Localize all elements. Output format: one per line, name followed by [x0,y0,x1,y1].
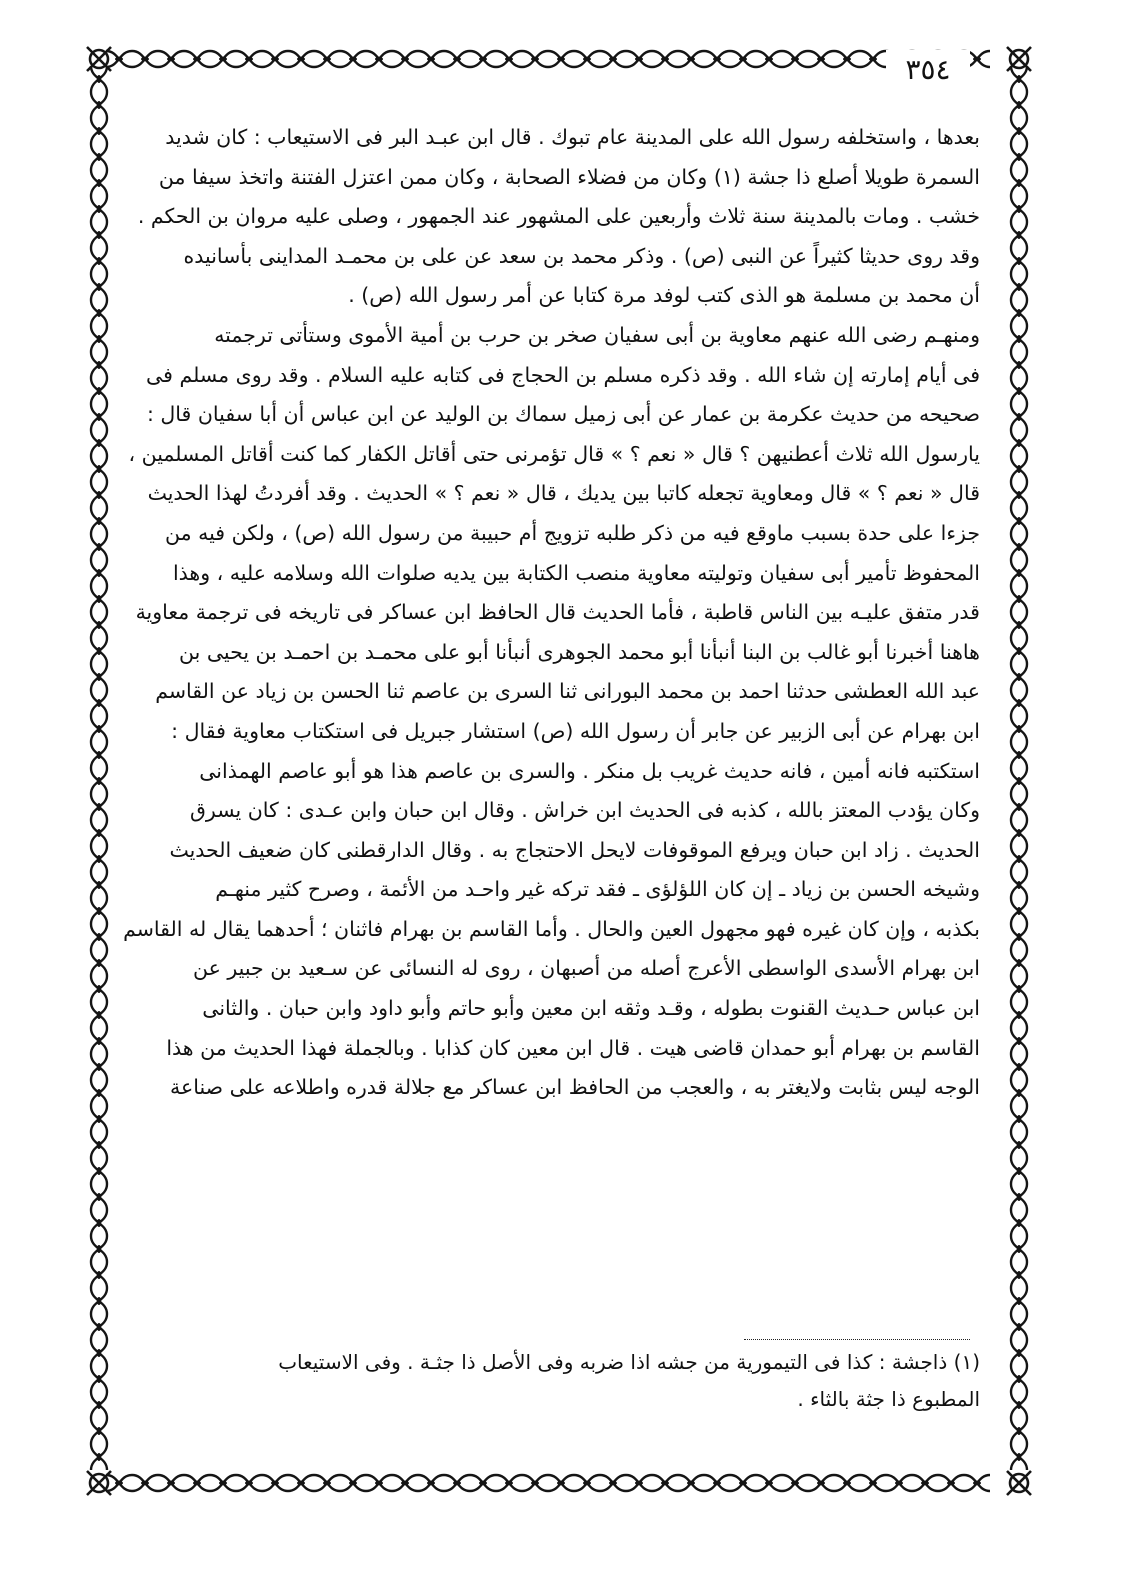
footnote-line: (١) ذاجشة : كذا فى التيمورية من جشه اذا ضربه وفى الأصل ذا جثـة . وفى الاستيعاب [278,1350,980,1374]
text-line: فى أيام إمارته إن شاء الله . وقد ذكره مسلم بن الحجاج فى كتابه عليه السلام . وقد روى مسلم فى [146,362,980,387]
text-line: الوجه ليس بثابت ولايغتر به ، والعجب من الحافظ ابن عساكر مع جلالة قدره واطلاعه على صناعة [170,1075,980,1100]
footnote-divider [744,1339,970,1340]
text-line: ومنهـم رضى الله عنهم معاوية بن أبى سفيان صخر بن حرب بن أمية الأموى وستأتى ترجمته [214,322,980,347]
text-line: ابن عباس حـديث القنوت بطوله ، وقـد وثقه ابن معين وأبو حاتم وأبو داود وابن حبان . والثانى [202,996,980,1021]
text-line: عبد الله العطشى حدثنا احمد بن محمد البورانى ثنا السرى بن عاصم ثنا الحسن بن زياد عن القاسم [155,679,980,704]
text-line: ابن بهرام عن أبى الزبير عن جابر أن رسول الله (ص) استشار جبريل فى استكتاب معاوية فقال : [171,718,980,743]
text-line: صحيحه من حديث عكرمة بن عمار عن أبى زميل سماك بن الوليد عن ابن عباس أن أبا سفيان قال : [146,402,980,427]
text-line: وكان يؤدب المعتز بالله ، كذبه فى الحديث ابن خراش . وقال ابن حبان وابن عـدى : كان يسرق [190,798,980,823]
main-text [123,118,980,1108]
text-line: وشيخه الحسن بن زياد ـ إن كان اللؤلؤى ـ فقد تركه غير واحـد من الأئمة ، وصرح كثير منهـم [215,877,980,902]
text-line: قدر متفق عليـه بين الناس قاطبة ، فأما الحديث قال الحافظ ابن عساكر فى تاريخه فى ترجمة معاوية [135,600,980,625]
text-line: يارسول الله ثلاث أعطنيهن ؟ قال « نعم ؟ » قال تؤمرنى حتى أقاتل الكفار كما كنت أقاتل المسلمين ، [128,441,980,466]
text-line: السمرة طويلا أصلع ذا جشة (١) وكان من فضلاء الصحابة ، وكان ممن اعتزل الفتنة واتخذ سيفا من [158,164,980,189]
text-line: المحفوظ تأمير أبى سفيان وتوليته معاوية منصب الكتابة بين يديه صلوات الله وسلامه عليه ، وهذا [172,560,980,585]
text-line: استكتبه فانه أمين ، فانه حديث غريب بل منكر . والسرى بن عاصم هذا هو أبو عاصم الهمذانى [199,758,980,783]
text-line: قال « نعم ؟ » قال ومعاوية تجعله كاتبا بين يديك ، قال « نعم ؟ » الحديث . وقد أفردتُ لهذا الحديث [147,481,980,506]
text-line: الحديث . زاد ابن حبان ويرفع الموقوفات لايحل الاحتجاج به . وقال الدارقطنى كان ضعيف الحديث [169,837,980,862]
text-line: ابن بهرام الأسدى الواسطى الأعرج أصله من أصبهان ، روى له النسائى عن سـعيد بن جبير عن [193,956,980,981]
text-line: بكذبه ، وإن كان غيره فهو مجهول العين والحال . وأما القاسم بن بهرام فاثنان ؛ أحدهما يقال له القاسم [123,916,980,941]
text-line: القاسم بن بهرام أبو حمدان قاضى هيت . قال ابن معين كان كذابا . وبالجملة فهذا الحديث من هذا [166,1035,980,1060]
text-line: جزءا على حدة بسبب ماوقع فيه من ذكر طلبه تزويج أم حبيبة من رسول الله (ص) ، ولكن فيه من [165,520,980,545]
page-number: ٣٥٤ [886,50,970,90]
footnote-line: المطبوع ذا جثة بالثاء . [797,1387,980,1411]
text-line: خشب . ومات بالمدينة سنة ثلاث وأربعين على المشهور عند الجمهور ، وصلى عليه مروان بن الحكم . [137,204,980,229]
footnotes [140,1344,980,1418]
text-line: هاهنا أخبرنا أبو غالب بن البنا أنبأنا أبو محمد الجوهرى أنبأنا أبو على محمـد بن احمـد بن يحيى بن [179,639,980,664]
text-line: بعدها ، واستخلفه رسول الله على المدينة عام تبوك . قال ابن عبـد البر فى الاستيعاب : كان شديد [165,125,980,149]
text-line: وقد روى حديثا كثيراً عن النبى (ص) . وذكر محمد بن سعد عن على بن محمـد المداينى بأسانيده [183,243,980,268]
text-line: أن محمد بن مسلمة هو الذى كتب لوفد مرة كتابا عن أمر رسول الله (ص) . [348,283,980,308]
